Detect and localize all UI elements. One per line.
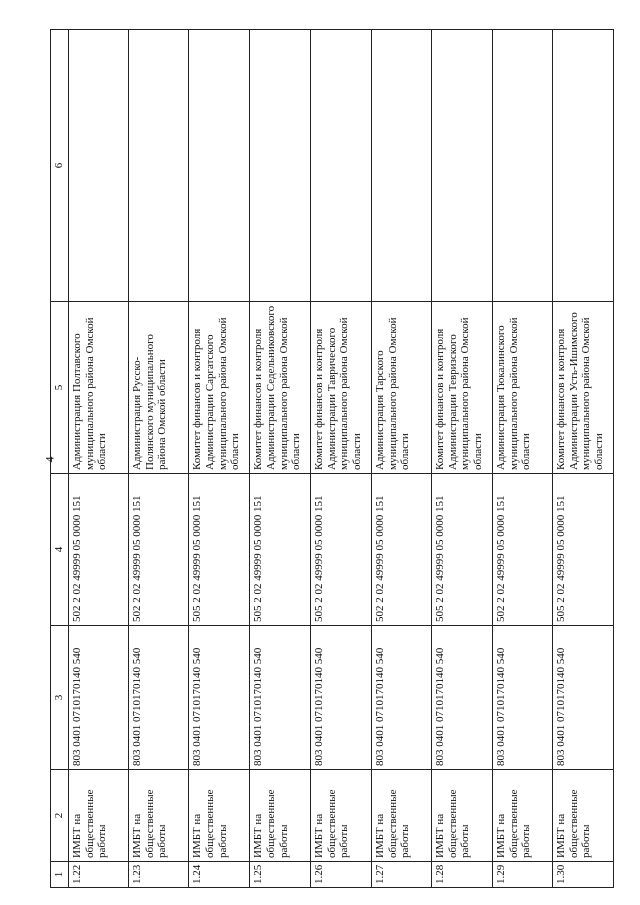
budget-transfer-table <box>50 29 614 888</box>
transfer-type: ИМБТ на общественные работы <box>311 770 372 862</box>
expense-code: 803 0401 0710170140 540 <box>492 626 552 770</box>
recipient: Администрация Полтавского муниципального района Омской области <box>69 302 129 474</box>
row-number: 1.28 <box>432 862 493 888</box>
expense-code: 803 0401 0710170140 540 <box>69 626 129 770</box>
transfer-type: ИМБТ на общественные работы <box>371 770 431 862</box>
table-row <box>492 30 552 888</box>
table-row <box>189 30 250 888</box>
page-number: 4 <box>42 456 57 463</box>
recipient: Комитет финансов и контроля Администрации Таврического муниципального района Омской области <box>311 302 372 474</box>
income-code: 502 2 02 49999 05 0000 151 <box>129 474 189 626</box>
income-code: 505 2 02 49999 05 0000 151 <box>311 474 372 626</box>
row-number: 1.26 <box>311 862 372 888</box>
table-row <box>129 30 189 888</box>
expense-code: 803 0401 0710170140 540 <box>129 626 189 770</box>
expense-code: 803 0401 0710170140 540 <box>311 626 372 770</box>
recipient: Администрация Русско-Полянского муниципального района Омской области <box>129 302 189 474</box>
recipient: Комитет финансов и контроля Администрации Усть-Ишимского муниципального района Омской области <box>553 302 614 474</box>
row-number: 1.27 <box>371 862 431 888</box>
transfer-type: ИМБТ на общественные работы <box>250 770 311 862</box>
col-header-2: 2 <box>51 770 69 862</box>
transfer-type: ИМБТ на общественные работы <box>69 770 129 862</box>
income-code: 502 2 02 49999 05 0000 151 <box>69 474 129 626</box>
expense-code: 803 0401 0710170140 540 <box>371 626 431 770</box>
table-row <box>432 30 493 888</box>
transfer-type: ИМБТ на общественные работы <box>492 770 552 862</box>
row-number: 1.24 <box>189 862 250 888</box>
expense-code: 803 0401 0710170140 540 <box>432 626 493 770</box>
income-code: 505 2 02 49999 05 0000 151 <box>432 474 493 626</box>
note <box>311 30 372 302</box>
table-row <box>69 30 129 888</box>
income-code: 502 2 02 49999 05 0000 151 <box>492 474 552 626</box>
table-row <box>311 30 372 888</box>
income-code: 502 2 02 49999 05 0000 151 <box>371 474 431 626</box>
expense-code: 803 0401 0710170140 540 <box>553 626 614 770</box>
col-header-4: 4 <box>51 474 69 626</box>
note <box>432 30 493 302</box>
rotated-table-wrapper <box>50 30 614 888</box>
transfer-type: ИМБТ на общественные работы <box>129 770 189 862</box>
col-header-5: 5 <box>51 302 69 474</box>
note <box>371 30 431 302</box>
table-row <box>553 30 614 888</box>
income-code: 505 2 02 49999 05 0000 151 <box>250 474 311 626</box>
col-header-3: 3 <box>51 626 69 770</box>
transfer-type: ИМБТ на общественные работы <box>189 770 250 862</box>
table-row <box>250 30 311 888</box>
expense-code: 803 0401 0710170140 540 <box>250 626 311 770</box>
col-header-6: 6 <box>51 30 69 302</box>
note <box>189 30 250 302</box>
note <box>69 30 129 302</box>
note <box>492 30 552 302</box>
recipient: Администрация Тарского муниципального района Омской области <box>371 302 431 474</box>
income-code: 505 2 02 49999 05 0000 151 <box>553 474 614 626</box>
recipient: Комитет финансов и контроля Администрации Саргатского муниципального района Омской области <box>189 302 250 474</box>
transfer-type: ИМБТ на общественные работы <box>432 770 493 862</box>
table-header-row <box>51 30 69 888</box>
recipient: Администрация Тюкалинского муниципального района Омской области <box>492 302 552 474</box>
row-number: 1.22 <box>69 862 129 888</box>
row-number: 1.25 <box>250 862 311 888</box>
col-header-1: 1 <box>51 862 69 888</box>
recipient: Комитет финансов и контроля Администрации Тевризского муниципального района Омской области <box>432 302 493 474</box>
note <box>553 30 614 302</box>
note <box>129 30 189 302</box>
row-number: 1.29 <box>492 862 552 888</box>
expense-code: 803 0401 0710170140 540 <box>189 626 250 770</box>
row-number: 1.23 <box>129 862 189 888</box>
transfer-type: ИМБТ на общественные работы <box>553 770 614 862</box>
recipient: Комитет финансов и контроля Администрации Седельниковского муниципального района Омской области <box>250 302 311 474</box>
note <box>250 30 311 302</box>
income-code: 505 2 02 49999 05 0000 151 <box>189 474 250 626</box>
row-number: 1.30 <box>553 862 614 888</box>
table-row <box>371 30 431 888</box>
